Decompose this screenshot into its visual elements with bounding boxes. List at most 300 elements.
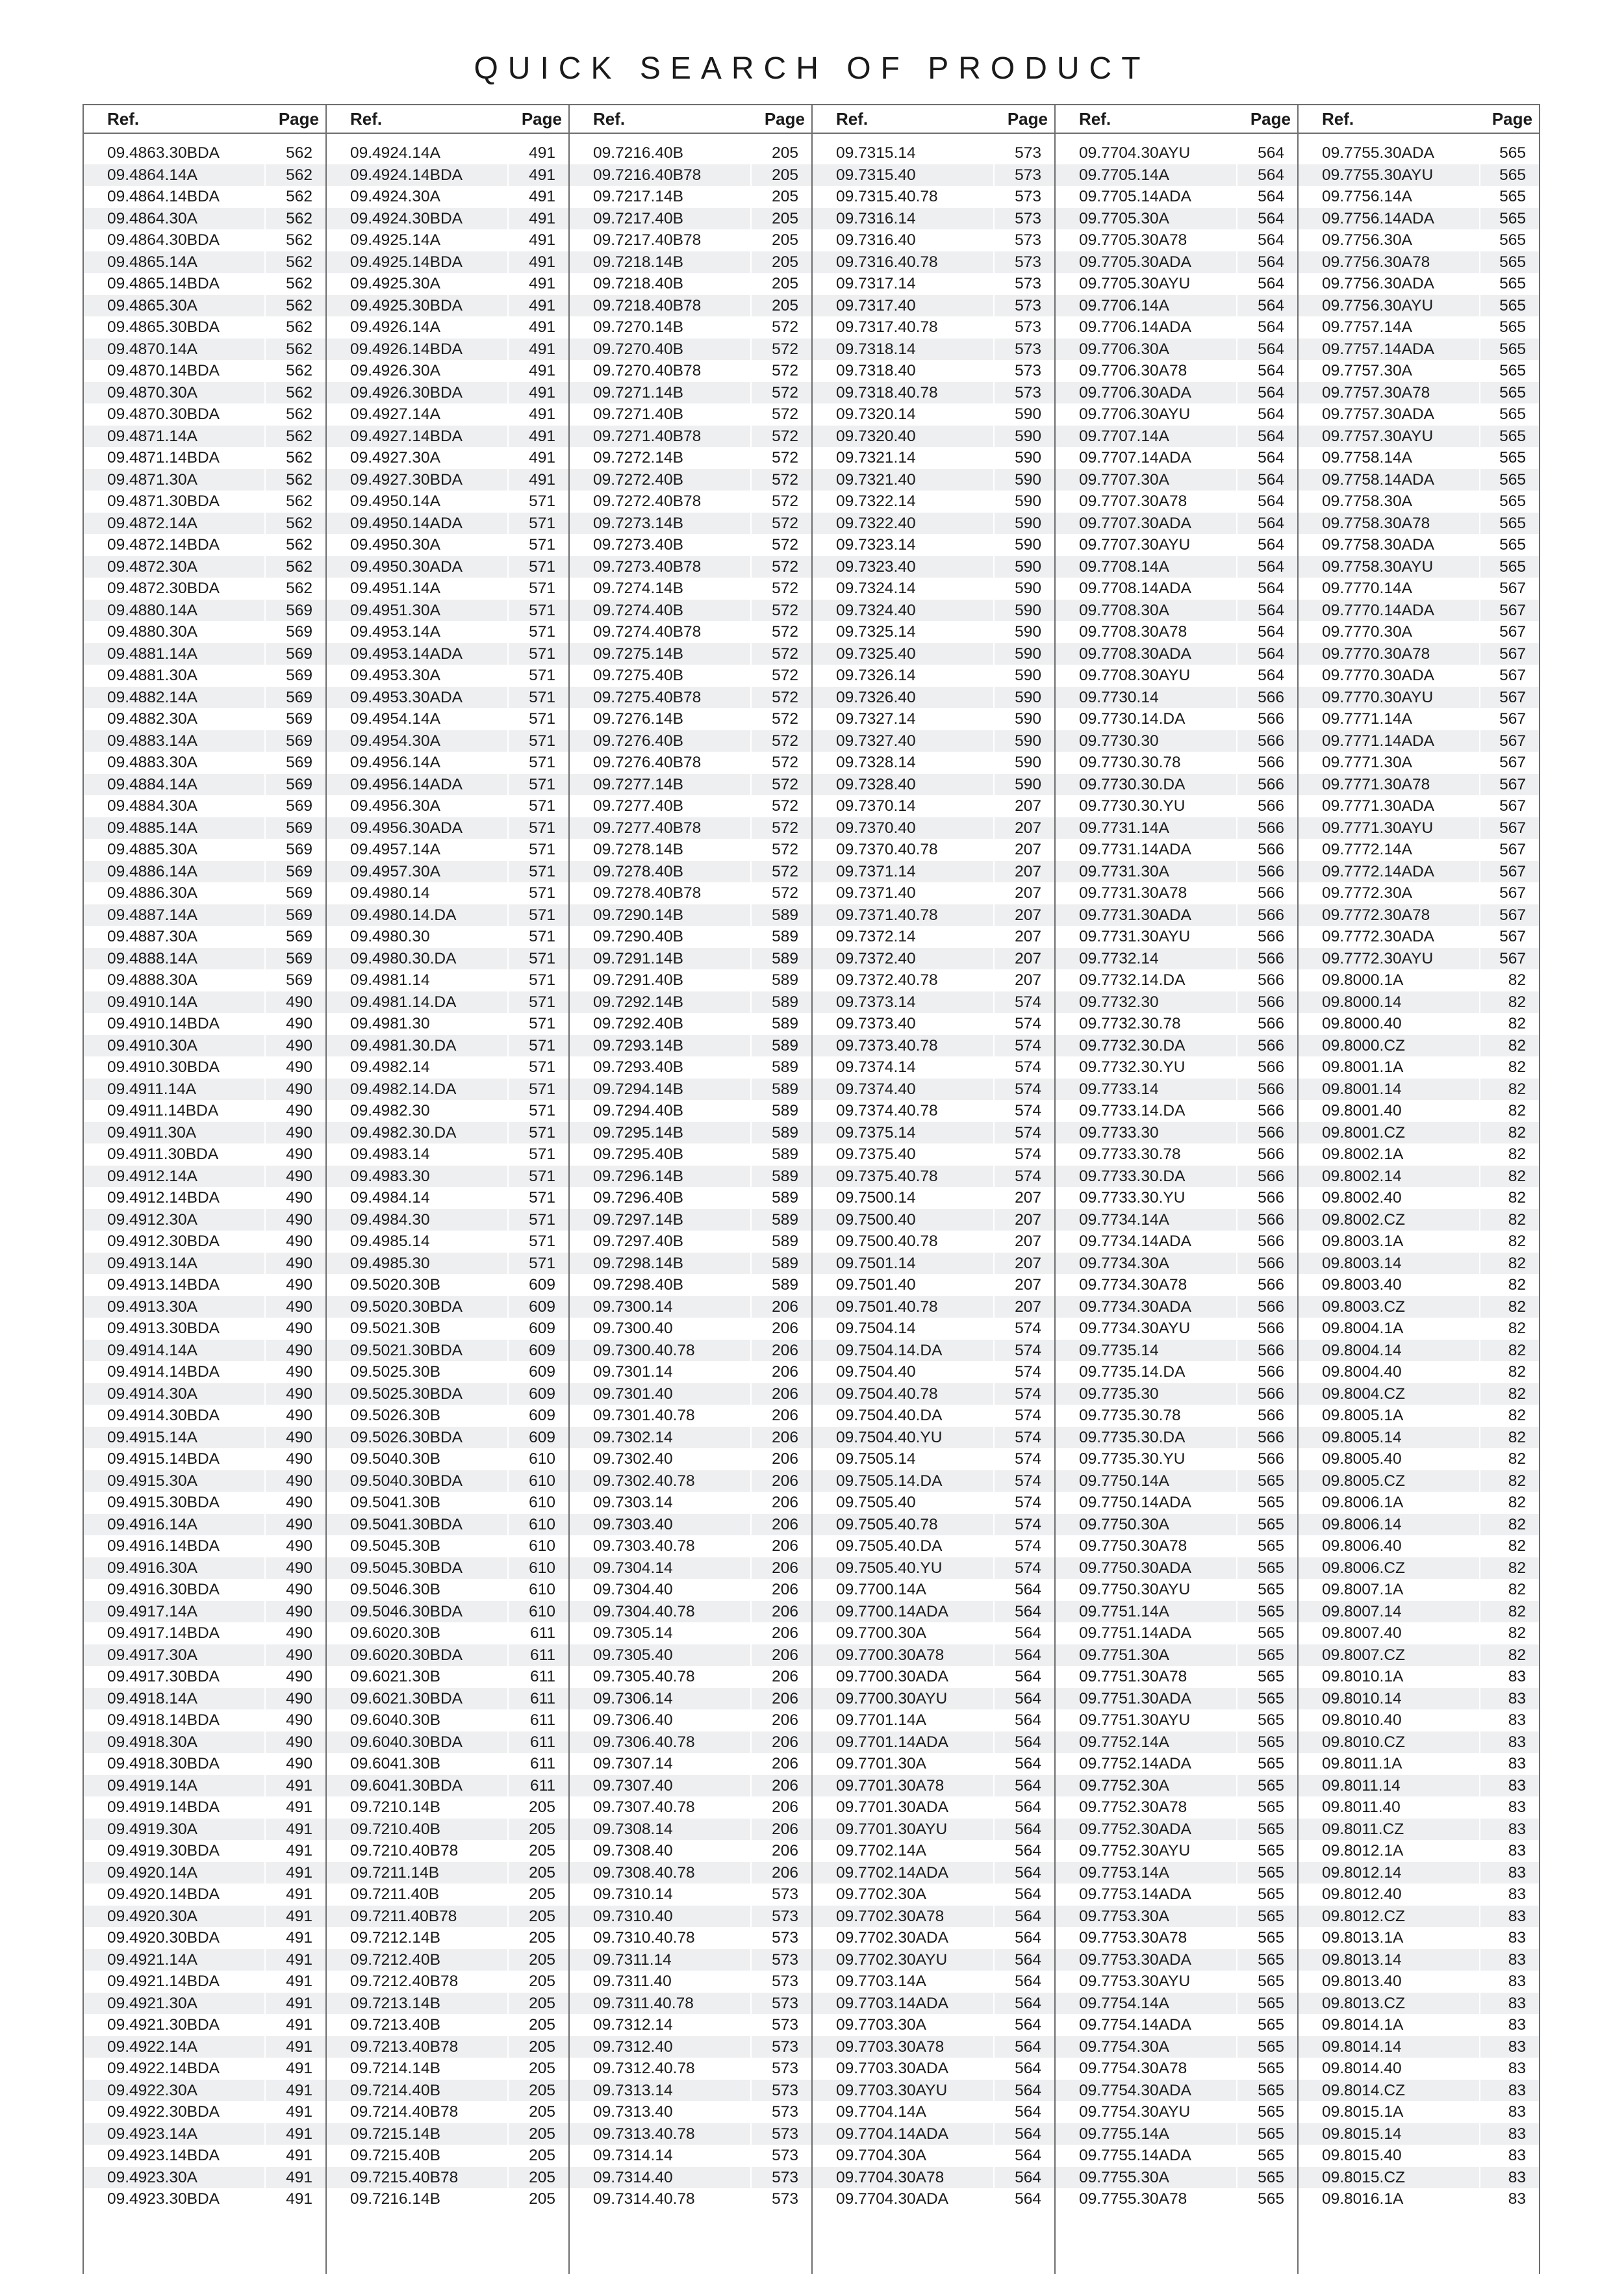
table-row	[84, 2080, 325, 2102]
page-cell: 566	[1258, 971, 1284, 989]
table-row	[1056, 164, 1297, 186]
table-row	[84, 208, 325, 230]
page-cell: 565	[1258, 1907, 1284, 1925]
page-cell: 571	[529, 1167, 555, 1185]
ref-cell: 09.4910.30A	[107, 1036, 197, 1054]
ref-cell: 09.4910.30BDA	[107, 1058, 220, 1076]
table-row	[813, 447, 1054, 469]
page-cell: 490	[286, 1276, 312, 1294]
ref-cell: 09.7706.30AYU	[1079, 405, 1191, 423]
table-row	[327, 447, 568, 469]
page-cell: 574	[1015, 1123, 1041, 1142]
table-row	[1056, 208, 1297, 230]
ref-cell: 09.7295.14B	[593, 1123, 683, 1142]
ref-cell: 09.7270.40B	[593, 340, 683, 358]
ref-cell: 09.5026.30B	[350, 1407, 440, 1424]
page-cell: 564	[1258, 580, 1284, 597]
table-row	[813, 1318, 1054, 1340]
table-row	[813, 2036, 1054, 2058]
page-cell: 491	[286, 2190, 312, 2208]
ref-cell: 09.7705.30A	[1079, 209, 1169, 227]
page-cell: 572	[772, 841, 798, 858]
page-cell: 565	[1258, 1646, 1284, 1664]
ref-cell: 09.4911.14BDA	[107, 1102, 219, 1119]
ref-cell: 09.8011.CZ	[1322, 1820, 1404, 1838]
ref-cell: 09.7702.30A	[836, 1885, 926, 1903]
page-cell: 562	[286, 362, 312, 379]
ref-cell: 09.7316.14	[836, 209, 916, 227]
ref-cell: 09.7734.30AYU	[1079, 1320, 1191, 1337]
table-row	[1299, 817, 1539, 839]
page-cell: 590	[1015, 580, 1041, 597]
page-cell: 206	[772, 1428, 798, 1446]
ref-cell: 09.7730.14.DA	[1079, 710, 1186, 728]
ref-cell: 09.7756.14ADA	[1322, 209, 1434, 227]
page-cell: 83	[1508, 1994, 1526, 2012]
page-cell: 205	[529, 2168, 555, 2186]
page-cell: 205	[529, 1994, 555, 2012]
page-cell: 564	[1015, 2038, 1041, 2056]
table-row	[84, 1884, 325, 1906]
table-row	[1056, 1143, 1297, 1166]
ref-cell: 09.7753.14A	[1079, 1863, 1169, 1882]
table-row	[1299, 1971, 1539, 1993]
ref-cell: 09.7318.40	[836, 362, 916, 379]
ref-cell: 09.7751.30A	[1079, 1646, 1169, 1664]
ref-cell: 09.5021.30BDA	[350, 1341, 463, 1359]
page-cell: 571	[529, 1210, 555, 1229]
page-cell: 490	[286, 1145, 312, 1163]
page-cell: 491	[286, 2081, 312, 2099]
page-title: QUICK SEARCH OF PRODUCT	[474, 51, 1150, 86]
page-cell: 82	[1508, 1494, 1526, 1511]
ref-cell: 09.4864.30BDA	[107, 231, 220, 249]
table-row	[84, 1318, 325, 1340]
ref-cell: 09.4872.30A	[107, 557, 197, 576]
page-cell: 82	[1508, 1450, 1526, 1468]
ref-cell: 09.7757.30AYU	[1322, 427, 1434, 445]
page-header: Page	[1007, 109, 1048, 129]
table-row	[1056, 665, 1297, 687]
ref-cell: 09.7214.40B78	[350, 2103, 459, 2121]
ref-cell: 09.4886.14A	[107, 862, 197, 880]
ref-cell: 09.7750.14ADA	[1079, 1494, 1191, 1511]
ref-cell: 09.7320.14	[836, 405, 916, 423]
ref-cell: 09.7273.40B	[593, 536, 683, 554]
page-cell: 490	[286, 1494, 312, 1511]
ref-cell: 09.7322.14	[836, 492, 916, 510]
table-row	[1299, 861, 1539, 883]
ref-cell: 09.4923.30BDA	[107, 2190, 220, 2208]
page-cell: 565	[1499, 275, 1526, 292]
ref-cell: 09.7731.14A	[1079, 819, 1169, 837]
ref-cell: 09.8002.40	[1322, 1189, 1402, 1207]
table-row	[570, 1796, 811, 1819]
ref-cell: 09.7315.14	[836, 144, 916, 162]
table-row	[1299, 2167, 1539, 2189]
table-row	[1299, 752, 1539, 774]
table-row	[1056, 839, 1297, 861]
page-cell: 564	[1015, 2081, 1041, 2099]
page-cell: 569	[286, 732, 312, 750]
page-cell: 610	[529, 1581, 555, 1598]
table-row	[327, 1622, 568, 1644]
table-row	[84, 969, 325, 991]
table-row	[813, 295, 1054, 317]
page-cell: 206	[772, 1602, 798, 1620]
ref-cell: 09.7297.14B	[593, 1210, 683, 1229]
table-row	[1299, 1862, 1539, 1884]
page-cell: 490	[286, 1233, 312, 1250]
ref-cell: 09.7733.30.DA	[1079, 1167, 1186, 1185]
ref-cell: 09.8010.1A	[1322, 1668, 1404, 1685]
ref-cell: 09.4957.14A	[350, 841, 440, 858]
table-row	[1056, 2036, 1297, 2058]
ref-cell: 09.7306.40.78	[593, 1733, 695, 1751]
page-cell: 610	[529, 1515, 555, 1533]
ref-cell: 09.7314.40	[593, 2168, 673, 2186]
table-row	[813, 1862, 1054, 1884]
page-cell: 206	[772, 1668, 798, 1685]
page-cell: 207	[1015, 1233, 1041, 1250]
page-cell: 564	[1258, 296, 1284, 314]
table-row	[1056, 1492, 1297, 1514]
table-row	[813, 578, 1054, 600]
ref-cell: 09.7702.30AYU	[836, 1950, 948, 1969]
page-cell: 490	[286, 1210, 312, 1229]
table-row	[570, 1253, 811, 1275]
ref-cell: 09.4872.14A	[107, 514, 197, 532]
table-row	[1056, 447, 1297, 469]
page-cell: 82	[1508, 1320, 1526, 1337]
page-cell: 83	[1508, 2060, 1526, 2077]
page-cell: 491	[286, 1798, 312, 1816]
page-cell: 207	[1015, 949, 1041, 967]
table-row	[1299, 295, 1539, 317]
table-row	[84, 2188, 325, 2210]
table-row	[1299, 948, 1539, 970]
page-cell: 573	[772, 2147, 798, 2164]
table-row	[327, 1906, 568, 1928]
page-cell: 564	[1015, 1602, 1041, 1620]
page-cell: 564	[1015, 2125, 1041, 2143]
page-cell: 491	[529, 427, 555, 445]
ref-cell: 09.7754.14A	[1079, 1994, 1169, 2012]
table-row	[1299, 643, 1539, 665]
page-cell: 205	[772, 275, 798, 292]
ref-cell: 09.7318.14	[836, 340, 916, 358]
ref-cell: 09.7703.30AYU	[836, 2081, 948, 2099]
page-cell: 205	[529, 2060, 555, 2077]
table-row	[327, 295, 568, 317]
page-cell: 573	[772, 2125, 798, 2143]
table-row	[1056, 1209, 1297, 1231]
ref-cell: 09.4956.30ADA	[350, 819, 463, 837]
page-cell: 82	[1508, 971, 1526, 989]
page-cell: 83	[1508, 1842, 1526, 1859]
page-cell: 491	[529, 188, 555, 205]
ref-cell: 09.8000.1A	[1322, 971, 1404, 989]
table-row	[84, 1753, 325, 1775]
page-cell: 207	[1015, 862, 1041, 880]
ref-cell: 09.4871.14A	[107, 427, 197, 445]
page-cell: 565	[1258, 2190, 1284, 2208]
table-row	[570, 556, 811, 578]
table-row	[570, 186, 811, 208]
table-row	[1056, 534, 1297, 556]
table-row	[327, 229, 568, 251]
ref-cell: 09.4982.14.DA	[350, 1080, 457, 1098]
page-cell: 82	[1508, 1058, 1526, 1076]
table-row	[327, 1601, 568, 1623]
table-row	[84, 1971, 325, 1993]
page-cell: 569	[286, 623, 312, 641]
ref-cell: 09.7373.40	[836, 1015, 916, 1032]
ref-cell: 09.7751.14A	[1079, 1602, 1169, 1620]
page-cell: 609	[529, 1276, 555, 1294]
ref-cell: 09.7304.40	[593, 1581, 673, 1598]
page-cell: 205	[529, 1842, 555, 1859]
ref-cell: 09.7311.40	[593, 1973, 672, 1990]
page-cell: 573	[772, 2060, 798, 2077]
table-row	[1056, 403, 1297, 426]
ref-cell: 09.7772.14A	[1322, 841, 1412, 858]
table-row	[327, 360, 568, 382]
page-cell: 569	[286, 710, 312, 728]
table-row	[813, 1209, 1054, 1231]
table-row	[1056, 1753, 1297, 1775]
page-cell: 565	[1258, 1885, 1284, 1903]
ref-cell: 09.7305.40	[593, 1646, 673, 1664]
table-row	[1299, 1122, 1539, 1144]
table-row	[327, 208, 568, 230]
ref-cell: 09.6040.30B	[350, 1711, 440, 1729]
page-cell: 565	[1499, 405, 1526, 423]
page-cell: 565	[1499, 231, 1526, 249]
ref-cell: 09.8002.CZ	[1322, 1210, 1406, 1229]
ref-cell: 09.6020.30B	[350, 1624, 440, 1642]
ref-cell: 09.7326.40	[836, 688, 916, 706]
page-cell: 569	[286, 949, 312, 967]
ref-cell: 09.4887.30A	[107, 928, 197, 945]
table-row	[1299, 774, 1539, 796]
page-cell: 205	[772, 209, 798, 227]
ref-cell: 09.7302.14	[593, 1428, 673, 1446]
ref-cell: 09.7303.40.78	[593, 1537, 695, 1555]
ref-cell: 09.7211.40B	[350, 1885, 440, 1903]
ref-cell: 09.7306.14	[593, 1689, 673, 1707]
table-row	[570, 795, 811, 817]
ref-cell: 09.4880.30A	[107, 623, 197, 641]
table-row	[570, 1906, 811, 1928]
page-cell: 82	[1508, 1233, 1526, 1250]
table-row	[1299, 1448, 1539, 1470]
page-cell: 610	[529, 1450, 555, 1468]
ref-cell: 09.8012.14	[1322, 1863, 1402, 1882]
ref-cell: 09.4915.14BDA	[107, 1450, 220, 1468]
table-row	[570, 1862, 811, 1884]
ref-cell: 09.5046.30B	[350, 1581, 440, 1598]
ref-cell: 09.7753.30A78	[1079, 1929, 1187, 1947]
table-row	[570, 1405, 811, 1427]
table-row	[327, 1274, 568, 1296]
table-row	[1299, 1361, 1539, 1383]
table-row	[84, 1557, 325, 1579]
ref-cell: 09.4916.14BDA	[107, 1537, 220, 1555]
table-row	[1299, 1796, 1539, 1819]
page-cell: 205	[772, 231, 798, 249]
ref-cell: 09.4918.14A	[107, 1689, 197, 1707]
table-row	[1056, 774, 1297, 796]
page-cell: 574	[1015, 1472, 1041, 1490]
ref-cell: 09.7273.40B78	[593, 557, 702, 576]
page-cell: 564	[1258, 470, 1284, 489]
page-cell: 564	[1258, 536, 1284, 554]
ref-cell: 09.8000.14	[1322, 993, 1402, 1011]
page-cell: 206	[772, 1320, 798, 1337]
page-cell: 611	[529, 1624, 555, 1642]
table-row	[570, 1035, 811, 1057]
ref-cell: 09.7501.14	[836, 1254, 916, 1272]
table-row	[813, 1361, 1054, 1383]
table-row	[1056, 1579, 1297, 1601]
column-header	[570, 104, 811, 134]
page-cell: 589	[772, 1210, 798, 1229]
ref-cell: 09.7756.30AYU	[1322, 296, 1434, 314]
ref-cell: 09.8013.14	[1322, 1950, 1402, 1969]
table-row	[813, 1579, 1054, 1601]
index-column	[1297, 104, 1540, 2274]
ref-cell: 09.4911.30A	[107, 1123, 197, 1142]
ref-cell: 09.7772.30ADA	[1322, 928, 1434, 945]
table-row	[570, 1492, 811, 1514]
table-row	[813, 643, 1054, 665]
page-cell: 564	[1015, 1885, 1041, 1903]
page-cell: 562	[286, 470, 312, 489]
table-row	[84, 1253, 325, 1275]
ref-cell: 09.7707.14A	[1079, 427, 1169, 445]
table-row	[1056, 2101, 1297, 2123]
table-row	[813, 1035, 1054, 1057]
ref-cell: 09.4887.14A	[107, 906, 197, 924]
table-row	[84, 643, 325, 665]
page-cell: 574	[1015, 1494, 1041, 1511]
table-row	[1056, 926, 1297, 948]
page-cell: 206	[772, 1559, 798, 1577]
table-row	[1056, 1949, 1297, 1971]
ref-cell: 09.7500.40.78	[836, 1233, 938, 1250]
table-row	[327, 1927, 568, 1949]
ref-cell: 09.7755.14ADA	[1079, 2147, 1191, 2164]
page-cell: 571	[529, 1123, 555, 1142]
table-row	[1299, 969, 1539, 991]
column-rows	[84, 142, 325, 2210]
page-cell: 564	[1015, 2147, 1041, 2164]
page-cell: 564	[1015, 2168, 1041, 2186]
table-row	[1056, 1035, 1297, 1057]
table-row	[327, 817, 568, 839]
table-row	[570, 1079, 811, 1101]
table-row	[570, 1514, 811, 1536]
table-row	[84, 1709, 325, 1731]
table-row	[570, 774, 811, 796]
page-cell: 566	[1258, 1385, 1284, 1403]
page-cell: 566	[1258, 928, 1284, 945]
ref-cell: 09.4981.14.DA	[350, 993, 457, 1011]
page-cell: 590	[1015, 775, 1041, 793]
ref-cell: 09.4921.30A	[107, 1994, 197, 2012]
ref-cell: 09.4917.30BDA	[107, 1668, 220, 1685]
page-cell: 565	[1499, 383, 1526, 402]
page-cell: 574	[1015, 1559, 1041, 1577]
page-cell: 590	[1015, 557, 1041, 576]
ref-cell: 09.7758.30AYU	[1322, 557, 1434, 576]
table-row	[84, 1840, 325, 1862]
ref-cell: 09.7705.30AYU	[1079, 275, 1191, 292]
table-row	[1056, 1122, 1297, 1144]
ref-cell: 09.7704.14A	[836, 2103, 926, 2121]
table-row	[813, 469, 1054, 491]
ref-cell: 09.7275.40B	[593, 667, 683, 684]
table-row	[570, 1884, 811, 1906]
ref-cell: 09.7214.40B	[350, 2081, 440, 2099]
ref-cell: 09.7311.40.78	[593, 1994, 694, 2012]
ref-cell: 09.7703.30A	[836, 2016, 926, 2034]
table-row	[1299, 1775, 1539, 1797]
page-cell: 571	[529, 906, 555, 924]
ref-cell: 09.4950.30A	[350, 536, 440, 554]
ref-cell: 09.7757.30ADA	[1322, 405, 1434, 423]
table-row	[1299, 1579, 1539, 1601]
ref-cell: 09.7700.30ADA	[836, 1668, 948, 1685]
page-cell: 490	[286, 1189, 312, 1207]
table-row	[327, 1143, 568, 1166]
page-cell: 564	[1015, 1668, 1041, 1685]
ref-cell: 09.8010.14	[1322, 1689, 1402, 1707]
page-cell: 565	[1499, 492, 1526, 510]
table-row	[1299, 1840, 1539, 1862]
ref-cell: 09.6040.30BDA	[350, 1733, 463, 1751]
page-cell: 573	[772, 2168, 798, 2186]
ref-cell: 09.4925.14BDA	[350, 253, 463, 271]
ref-cell: 09.7705.14ADA	[1079, 188, 1191, 205]
table-row	[570, 1993, 811, 2015]
page-cell: 571	[529, 949, 555, 967]
page-cell: 491	[529, 275, 555, 292]
ref-cell: 09.7316.40	[836, 231, 916, 249]
ref-cell: 09.4919.14BDA	[107, 1798, 220, 1816]
ref-cell: 09.4918.30A	[107, 1733, 197, 1751]
ref-cell: 09.8015.1A	[1322, 2103, 1404, 2121]
page-cell: 206	[772, 1385, 798, 1403]
table-row	[84, 1862, 325, 1884]
table-row	[813, 882, 1054, 904]
ref-cell: 09.7758.30ADA	[1322, 536, 1434, 554]
page-cell: 205	[772, 296, 798, 314]
ref-cell: 09.4863.30BDA	[107, 144, 220, 162]
ref-cell: 09.7755.30AYU	[1322, 166, 1434, 184]
page-cell: 562	[286, 253, 312, 271]
page-cell: 569	[286, 884, 312, 902]
ref-cell: 09.4984.30	[350, 1210, 430, 1229]
table-row	[570, 730, 811, 752]
page-cell: 564	[1258, 383, 1284, 402]
table-row	[813, 229, 1054, 251]
ref-cell: 09.7505.40	[836, 1494, 916, 1511]
page-cell: 562	[286, 144, 312, 162]
page-cell: 564	[1258, 449, 1284, 466]
page-cell: 83	[1508, 1863, 1526, 1882]
